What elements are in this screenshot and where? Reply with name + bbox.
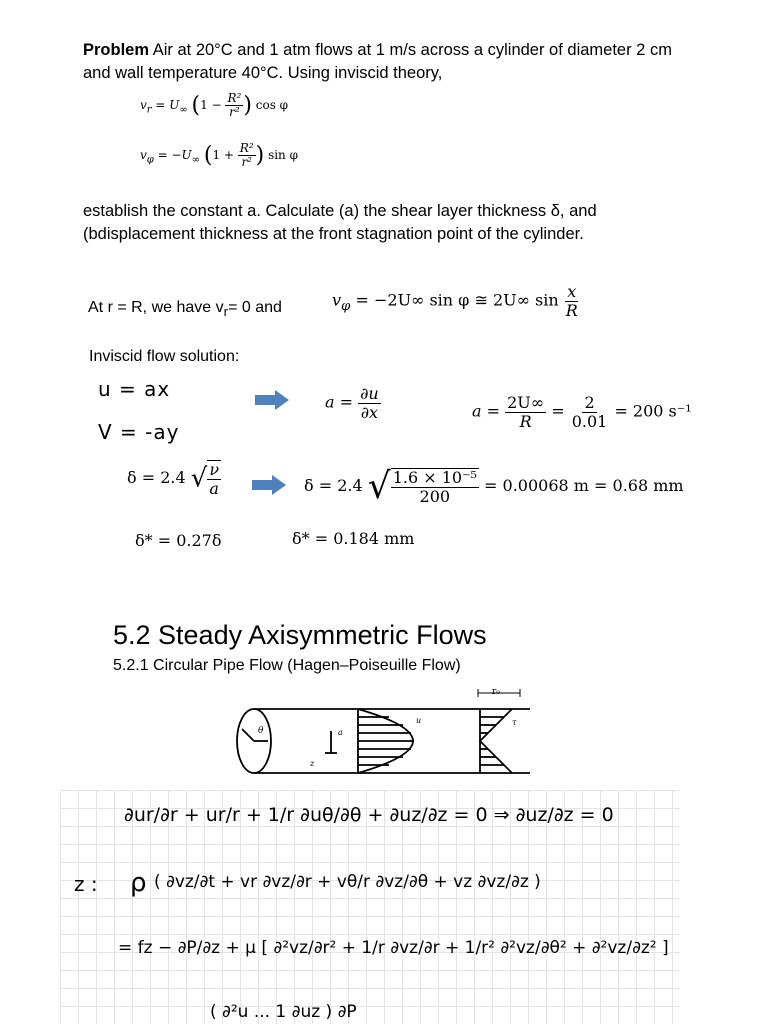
hw-bottom-partial: ( ∂²u ... 1 ∂uz ) ∂P bbox=[210, 1002, 357, 1022]
hw-momentum-lhs: ( ∂vz/∂t + vr ∂vz/∂r + vθ/r ∂vz/∂θ + vz ∂vz/∂z ) bbox=[154, 872, 541, 892]
r0-label: r₀ bbox=[492, 687, 500, 697]
z-label: z bbox=[310, 759, 315, 768]
handwritten-notes bbox=[60, 790, 680, 1024]
problem-paragraph-2 bbox=[83, 200, 743, 246]
delta-eq: δ = 2.4 √ $\frac{\nu}{a}$ bbox=[127, 460, 220, 498]
hw-rho: ρ bbox=[130, 868, 147, 898]
problem-line2: and wall temperature 40°C. Using inviscid theory, bbox=[83, 64, 443, 82]
hw-v-eq: V = -ay bbox=[98, 420, 180, 444]
dstar-eq: δ* = 0.27δ bbox=[135, 531, 222, 550]
hw-u-eq: u = ax bbox=[98, 377, 171, 401]
section-heading: 5.2 Steady Axisymmetric Flows bbox=[113, 620, 487, 650]
at-r-statement: At r = R, we have $v_r= 0$ and bbox=[88, 299, 282, 320]
hw-continuity: ∂ur/∂r + ur/r + 1/r ∂uθ/∂θ + ∂uz/∂z = 0 ⇒ ∂uz/∂z = 0 bbox=[124, 804, 614, 826]
theta-label: θ bbox=[258, 726, 264, 736]
problem-line3: establish the constant a. Calculate (a) the shear layer thickness δ, and bbox=[83, 202, 597, 220]
vphi-approx-eq: $v_\varphi = -2U\infty$ sin φ ≅ 2U∞ sin $\frac{x}{R}$ bbox=[332, 282, 578, 320]
problem-line4: (bdisplacement thickness at the front stagnation point of the cylinder. bbox=[83, 225, 584, 243]
hw-momentum-rhs: = fz − ∂P/∂z + μ [ ∂²vz/∂r² + 1/r ∂vz/∂r + 1/r² ∂²vz/∂θ² + ∂²vz/∂z² ] bbox=[118, 938, 669, 958]
a-label: a bbox=[338, 728, 343, 737]
tau-label: τ bbox=[512, 718, 517, 727]
u-label: u bbox=[416, 716, 422, 725]
problem-paragraph bbox=[83, 39, 743, 85]
problem-line1: Air at 20°C and 1 atm flows at 1 m/s across a cylinder of diameter 2 cm bbox=[152, 41, 672, 59]
problem-label: Problem bbox=[83, 41, 150, 59]
section-subheading: 5.2.1 Circular Pipe Flow (Hagen–Poiseuille Flow) bbox=[113, 657, 461, 674]
delta-calc-eq: δ = 2.4 √ $\frac{\text{1.6 × 10⁻⁵}}{200}$ = 0.00068 m = 0.68 mm bbox=[304, 466, 684, 507]
eq-vphi: $v_\varphi = -U_\infty$ (1 + $\frac{\text{R²}}{\text{r²}}$ ) sin φ bbox=[140, 141, 299, 170]
inviscid-label: Inviscid flow solution: bbox=[89, 348, 240, 365]
a-definition-eq: a = $\frac{\partial u}{\partial x}$ bbox=[325, 384, 379, 422]
pipe-flow-figure bbox=[230, 683, 542, 789]
arrow-right-icon bbox=[252, 475, 286, 495]
arrow-right-icon bbox=[255, 390, 289, 410]
eq-vr: $v_r = U_\infty$ (1 − $\frac{\text{R²}}{\text{r²}}$ ) cos φ bbox=[140, 91, 289, 120]
hw-z-label: z : bbox=[74, 872, 98, 896]
a-calc-eq: a = $\frac{2U\infty}{R}$ = $\frac{2}{0.01}$ = 200 s⁻¹ bbox=[472, 393, 692, 431]
dstar-result: δ* = 0.184 mm bbox=[292, 529, 415, 548]
